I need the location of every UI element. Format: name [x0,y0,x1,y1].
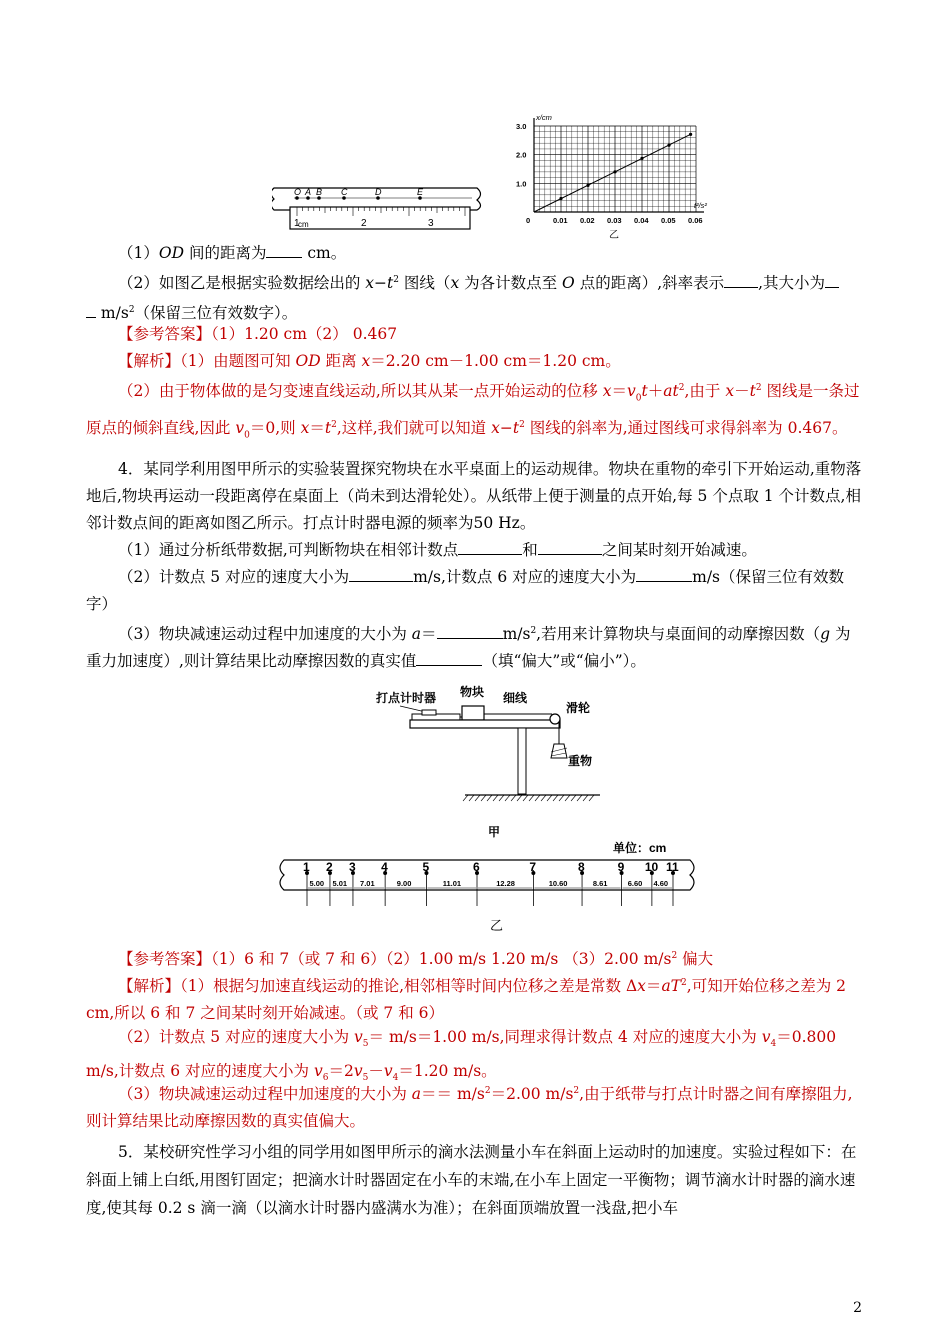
x-tick-label: 0.05 [661,216,676,225]
ground-hatch-line [505,795,510,801]
data-point [640,157,643,160]
y-tick-label: 1.0 [516,179,527,189]
ruler-point-label: A [305,187,312,197]
y-tick-label: 3.0 [516,122,527,131]
q3-analysis-2: （2）由于物体做的是匀变速直线运动,所以其从某一点开始运动的位移 $x=v_0t+at^2$,由于 $x-t^2$ 图线是一条过原点的倾斜直线,因此 $v_0=0$,则 $x=t^2$,这样,我们就可以知道 $x-t^2$ 图线的斜率为,通过图线可求得斜率为 0.467。 [86,382,860,441]
answer-blank[interactable] [825,271,839,288]
tape-gap-label: 12.28 [496,879,515,888]
answer-blank[interactable] [636,565,692,582]
x-tick-label: 0 [526,216,531,225]
ground-hatch-line [553,795,558,801]
tape-gap-label: 7.01 [360,879,375,888]
tape-point-label: 3 [348,860,356,874]
ground-hatch-line [529,795,534,801]
tape-point-label: 6 [473,860,480,874]
figure-a-caption: 甲 [488,825,501,839]
x-tick-label: 0.06 [688,216,703,225]
ground-hatch-line [583,795,588,801]
tape-point-label: 5 [422,860,430,874]
tape-gap-label: 5.00 [309,879,325,888]
tape-point-label: 2 [325,860,333,874]
answer-blank[interactable] [266,241,302,258]
x-t2-graph [512,112,722,240]
answer-blank[interactable] [437,622,503,639]
weight-label: 重物 [568,754,593,768]
q4-analysis-1: 【解析】（1）根据匀加速直线运动的推论,相邻相等时间内位移之差是常数 $\Delta x=aT^2$,可知开始位移之差为 2 cm,所以 6 和 7 之间某时刻开始减速。（或 7 和 6） [86,977,846,1023]
tape-point-label: 9 [617,860,625,874]
ground-hatch-line [571,795,576,801]
ground-hatch-line [535,795,540,801]
q4-analysis-2: （2）计数点 5 对应的速度大小为 $v_5= m/s=1.00$ m/s,同理求得计数点 4 对应的速度大小为 $v_4=0.800$ m/s,计数点 6 对应的速度大小为 $v_6=2v_5-v_4=1.20$ m/s。 [86,1028,837,1084]
ground-hatch-line [493,795,498,801]
ruler-point-label: B [316,187,323,197]
tape-point-label: 4 [381,860,388,874]
ruler-number: 2 [361,218,367,229]
ruler-figure [272,180,487,238]
tape-point-label: 8 [578,860,585,874]
ground-hatch-line [523,795,528,801]
data-point [667,144,670,147]
ruler-number: 3 [428,218,434,229]
graph-grid [534,126,696,212]
y-tick-label: 2.0 [516,150,527,160]
ground-hatch-line [463,795,468,801]
data-point [586,184,589,187]
x-tick-label: 0.04 [634,216,649,225]
q4-sub3: （3）物块减速运动过程中加速度的大小为 $a= m/s^2$,若用来计算物块与桌面间的动摩擦因数（g 为重力加速度）,则计算结果比动摩擦因数的真实值 （填“偏大”或“偏小”）。 [86,618,864,675]
x-tick-label: 0.01 [553,216,568,225]
unit-label: 单位：cm [613,841,667,855]
fit-line [534,134,691,212]
figure-b-caption: 乙 [490,918,504,933]
ground-hatch-line [517,795,522,801]
ground-hatch-line [499,795,504,801]
ground-hatch-line [487,795,492,801]
ground-hatch-line [541,795,546,801]
y-axis-label: x/cm [536,113,552,122]
ground-hatch-line [469,795,474,801]
tape-gap-label: 6.60 [627,879,643,888]
timer-label: 打点计时器 [376,691,437,705]
q4-answer: 【参考答案】（1）6 和 7（或 7 和 6）（2）1.00 m/s 1.20 m/s （3）2.00 $m/s^2$ 偏大 [118,950,714,969]
q3-analysis-1: 【解析】（1）由题图可知 OD 距离 x＝2.20 cm－1.00 cm＝1.20 cm。 [118,352,621,370]
ground-hatch-line [511,795,516,801]
tape-gap-label: 8.61 [592,879,608,888]
graph-caption: 乙 [609,230,619,240]
tape-gap-label: 4.60 [653,879,669,888]
ruler-point-label: C [341,187,348,197]
q4-stem: 4．某同学利用图甲所示的实验装置探究物块在水平桌面上的运动规律。物块在重物的牵引下开始运动,重物落地后,物块再运动一段距离停在桌面上（尚未到达滑轮处）。从纸带上便于测量的点开始,每 5 个点取 1 个计数点,相邻计数点间的距离如图乙所示。打点计时器电源的频率为50 Hz。 [86,460,862,532]
q3-answer: 【参考答案】（1）1.20 cm（2） 0.467 [118,325,398,343]
ruler-point-label: O [294,187,302,197]
answer-blank[interactable] [538,538,602,555]
apparatus-figure [370,680,620,840]
x-axis-label: t²/s² [694,201,707,210]
tape-gap-label: 5.01 [332,879,348,888]
data-point [613,170,616,173]
ground-hatch-line [475,795,480,801]
page-number: 2 [853,1300,862,1316]
answer-blank[interactable] [458,538,522,555]
q5-stem: 5．某校研究性学习小组的同学用如图甲所示的滴水法测量小车在斜面上运动时的加速度。实验过程如下：在斜面上铺上白纸,用图钉固定；把滴水计时器固定在小车的末端,在小车上固定一平衡物；调节滴水计时器的滴水速度,使其每 0.2 s 滴一滴（以滴水计时器内盛满水为准）；在斜面顶端放置一浅盘,把小车 [86,1143,857,1217]
tape-point-label: 10 [644,860,659,874]
block [462,706,484,720]
pulley-label: 滑轮 [566,701,591,715]
ground-hatch-line [565,795,570,801]
ground-hatch-line [559,795,564,801]
tape-gap-label: 11.01 [442,879,462,888]
data-point [559,197,562,200]
ruler-number: 1 [294,218,300,229]
x-tick-label: 0.02 [580,216,595,225]
answer-blank[interactable] [416,649,482,666]
ground-hatch-line [481,795,486,801]
tape-gap-label: 9.00 [396,879,412,888]
ground-hatch-line [547,795,552,801]
string-label: 细线 [503,691,528,705]
ruler-point-label: D [375,187,382,197]
tape-figure [270,838,710,936]
weight [551,744,567,758]
ruler-point-label: E [417,187,424,197]
data-point [689,133,692,136]
x-tick-label: 0.03 [607,216,622,225]
answer-blank[interactable] [724,271,758,288]
q4-sub1: （1）通过分析纸带数据,可判断物块在相邻计数点 和 之间某时刻开始减速。 [86,537,864,564]
q3-sub2: （2）如图乙是根据实验数据绘出的 $x-t^2$ 图线（x 为各计数点至 O 点的距离）,斜率表示 ,其大小为 $m/s^2$（保留三位有效数字）。 [86,267,864,327]
answer-blank[interactable] [349,565,413,582]
q3-sub1: （1）OD 间的距离为 cm。 [86,240,864,267]
tape-gap-label: 10.60 [548,879,568,888]
q4-sub2: （2）计数点 5 对应的速度大小为 m/s,计数点 6 对应的速度大小为 m/s（保留三位有效数字） [86,564,864,618]
ground-hatch-line [577,795,582,801]
answer-blank[interactable] [86,301,96,318]
ruler-unit: cm [298,220,309,229]
tape-point-label: 7 [529,860,537,874]
q4-analysis-3: （3）物块减速运动过程中加速度的大小为 $a== m/s^2=2.00$ $m/s^2$,由于纸带与打点计时器之间有摩擦阻力,则计算结果比动摩擦因数的真实值偏大。 [86,1085,853,1131]
block-label: 物块 [460,685,485,699]
tape-point-label: 1 [303,860,310,874]
tape-point-label: 11 [666,860,679,874]
ground-hatch-line [589,795,594,801]
